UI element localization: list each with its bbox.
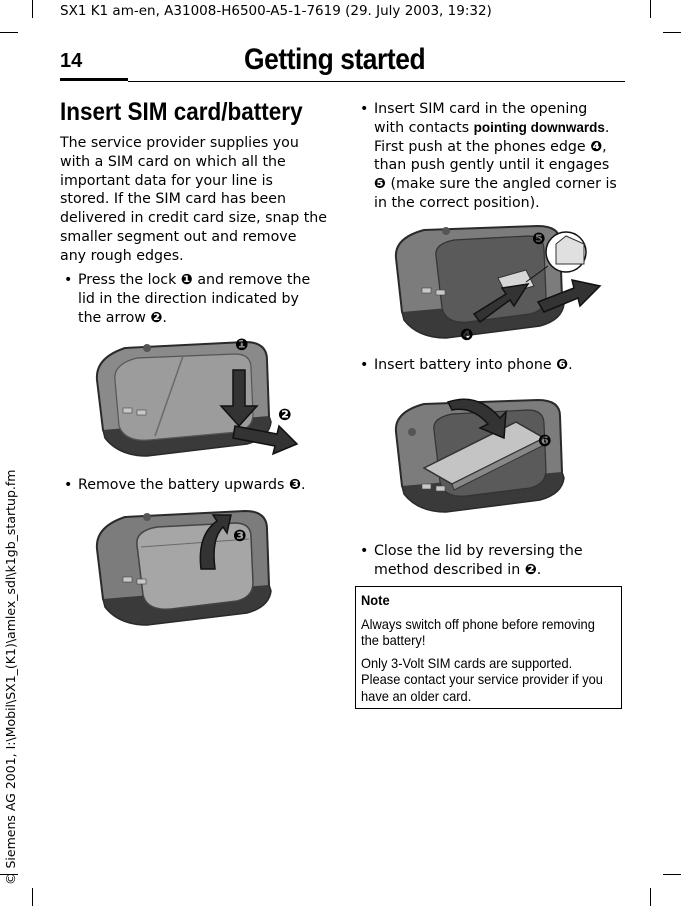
bullet: • (360, 543, 369, 559)
step-insert-sim (360, 100, 629, 213)
side-copyright (3, 470, 18, 885)
note-line: Only 3-Volt SIM cards are supported. (361, 654, 573, 671)
crop-mark (663, 874, 681, 875)
note-paragraph (361, 655, 619, 705)
figure-remove-lid (85, 330, 315, 460)
step-text: with contacts (374, 119, 474, 136)
note-paragraph (361, 616, 619, 649)
bullet: • (64, 477, 73, 493)
running-header: SX1 K1 am-en, A31008-H6500-A5-1-7619 (29. July 2003, 19:32) (60, 3, 492, 19)
step-text: . (604, 119, 610, 136)
step-text: . (568, 357, 573, 373)
crop-mark (663, 32, 681, 33)
step-text: in the correct position). (374, 194, 540, 211)
callout-number: ❺ (374, 176, 387, 193)
step-text: . (536, 561, 542, 578)
step-text: the arrow (78, 309, 151, 326)
callout-number: ❶ (180, 272, 193, 288)
crop-mark (32, 0, 33, 18)
step-text: Press the lock (78, 272, 181, 288)
note-line: the battery! (361, 632, 426, 648)
intro-paragraph (60, 134, 330, 266)
note-line: have an older card. (361, 687, 472, 704)
bullet: • (360, 101, 369, 117)
step-text: (make sure the angled corner is (386, 176, 617, 193)
crop-mark (650, 888, 651, 906)
step-text: First push at the phones edge (374, 138, 591, 155)
step-text: method described in (374, 561, 525, 578)
intro-line: delivered in credit card size, snap the (60, 210, 328, 227)
page-number-rule (60, 78, 128, 81)
intro-line: The service provider supplies you (60, 135, 299, 151)
crop-mark (32, 888, 33, 906)
callout-number: ❻ (556, 357, 569, 373)
note-title: Note (361, 592, 390, 608)
step-text: lid in the direction indicated by (78, 290, 299, 307)
step-text: Insert SIM card in the opening (374, 101, 588, 117)
chapter-title: Getting started (244, 43, 426, 76)
figure-callout: ❺ (532, 229, 546, 248)
callout-number: ❷ (150, 309, 163, 326)
section-title: Insert SIM card/battery (60, 98, 303, 126)
page-number: 14 (60, 50, 83, 72)
crop-mark (0, 32, 18, 33)
note-box (355, 586, 622, 709)
step-insert-battery (360, 356, 629, 375)
bullet: • (360, 357, 369, 373)
callout-number: ❸ (288, 477, 301, 493)
step-emphasis: pointing downwards (473, 119, 605, 135)
step-text: . (162, 309, 167, 326)
figure-insert-battery (388, 388, 628, 528)
figure-callout: ❷ (278, 405, 292, 424)
figure-remove-battery (85, 505, 315, 635)
side-copyright-text: © Siemens AG 2001, I:\Mobil\SX1_(K1)\amlex_sdl\k1gb_startup.fm (3, 469, 18, 885)
intro-line: stored. If the SIM card has been (60, 191, 286, 208)
figure-callout: ❸ (233, 526, 247, 545)
callout-number: ❹ (590, 138, 603, 155)
note-line: Always switch off phone before removing (361, 615, 595, 632)
step-text: . (300, 477, 306, 493)
note-line: Please contact your service provider if you (361, 671, 603, 687)
step-close-lid (360, 542, 629, 580)
step-text: Close the lid by reversing the (374, 543, 583, 559)
intro-line: any rough edges. (60, 247, 184, 264)
step-text: Insert battery into phone (374, 357, 557, 373)
figure-insert-sim (388, 222, 628, 352)
step-text: than push gently until it engages (374, 157, 610, 174)
step-text: and remove the (192, 272, 311, 288)
figure-callout: ❻ (538, 431, 552, 450)
intro-line: important data for your line is (60, 172, 273, 189)
step-remove-lid (64, 271, 333, 327)
callout-number: ❷ (524, 561, 537, 578)
figure-callout: ❹ (460, 325, 474, 344)
crop-mark (650, 0, 651, 18)
header-rule (128, 81, 625, 82)
bullet: • (64, 272, 73, 288)
intro-line: smaller segment out and remove (60, 228, 297, 245)
step-text: , (602, 138, 607, 155)
figure-callout: ❶ (235, 335, 249, 354)
step-remove-battery (64, 476, 333, 495)
intro-line: with a SIM card on which all the (60, 153, 286, 170)
step-text: Remove the battery upwards (78, 477, 289, 493)
running-header-wrap (60, 0, 492, 19)
